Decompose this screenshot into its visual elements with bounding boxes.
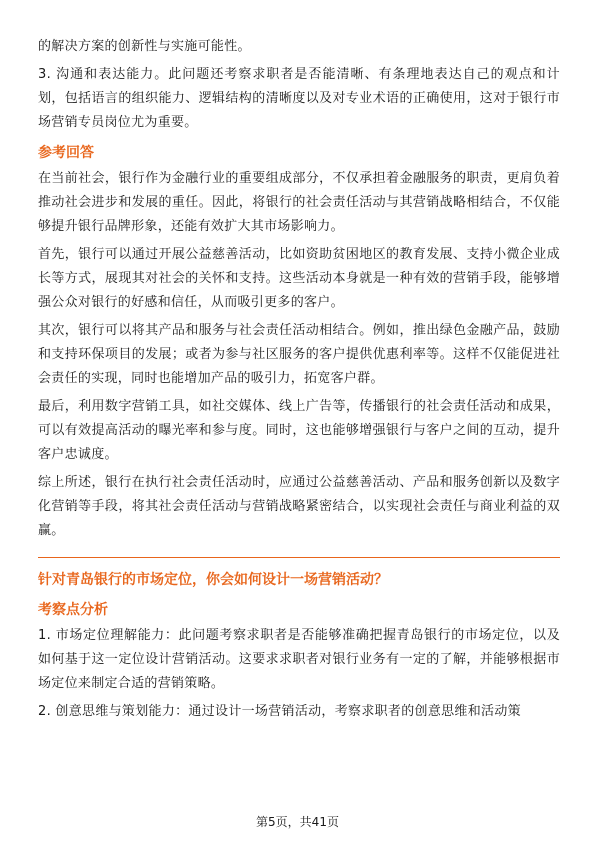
answer-paragraph: 综上所述，银行在执行社会责任活动时，应通过公益慈善活动、产品和服务创新以及数字化营销等手段，将其社会责任活动与营销战略紧密结合，以实现社会责任与商业利益的双赢。	[38, 475, 560, 538]
answer-paragraph: 其次，银行可以将其产品和服务与社会责任活动相结合。例如，推出绿色金融产品，鼓励和支持环保项目的发展；或者为参与社区服务的客户提供优惠利率等。这样不仅能促进社会责任的实现，同时也能增加产品的吸引力，拓宽客户群。	[38, 323, 560, 386]
analysis-point-3: 3. 沟通和表达能力。此问题还考察求职者是否能清晰、有条理地表达自己的观点和计划，包括语言的组织能力、逻辑结构的清晰度以及对专业术语的正确使用，这对于银行市场营销专员岗位尤为重要。	[38, 67, 560, 130]
paragraph-continuation: 的解决方案的创新性与实施可能性。	[38, 39, 251, 54]
question-heading: 针对青岛银行的市场定位，你会如何设计一场营销活动？	[38, 572, 388, 588]
analysis-point: 1. 市场定位理解能力：此问题考察求职者是否能够准确把握青岛银行的市场定位，以及如何基于这一定位设计营销活动。这要求求职者对银行业务有一定的了解，并能够根据市场定位来制定合适的营销策略。	[38, 628, 560, 691]
answer-heading: 参考回答	[38, 145, 94, 161]
answer-paragraph: 最后，利用数字营销工具，如社交媒体、线上广告等，传播银行的社会责任活动和成果，可以有效提高活动的曝光率和参与度。同时，这也能够增强银行与客户之间的互动，提升客户忠诚度。	[38, 399, 560, 462]
answer-paragraph: 首先，银行可以通过开展公益慈善活动，比如资助贫困地区的教育发展、支持小微企业成长等方式，展现其对社会的关怀和支持。这些活动本身就是一种有效的营销手段，能够增强公众对银行的好感和信任，从而吸引更多的客户。	[38, 247, 560, 310]
answer-paragraph: 在当前社会，银行作为金融行业的重要组成部分，不仅承担着金融服务的职责，更肩负着推动社会进步和发展的重任。因此，将银行的社会责任活动与其营销战略相结合，不仅能够提升银行品牌形象，还能有效扩大其市场影响力。	[38, 171, 560, 234]
page-footer: 第5页，共41页	[256, 815, 339, 829]
section-divider	[38, 557, 560, 558]
analysis-point: 2. 创意思维与策划能力：通过设计一场营销活动，考察求职者的创意思维和活动策	[38, 704, 521, 719]
analysis-heading: 考察点分析	[38, 602, 108, 618]
document-page	[38, 35, 560, 728]
